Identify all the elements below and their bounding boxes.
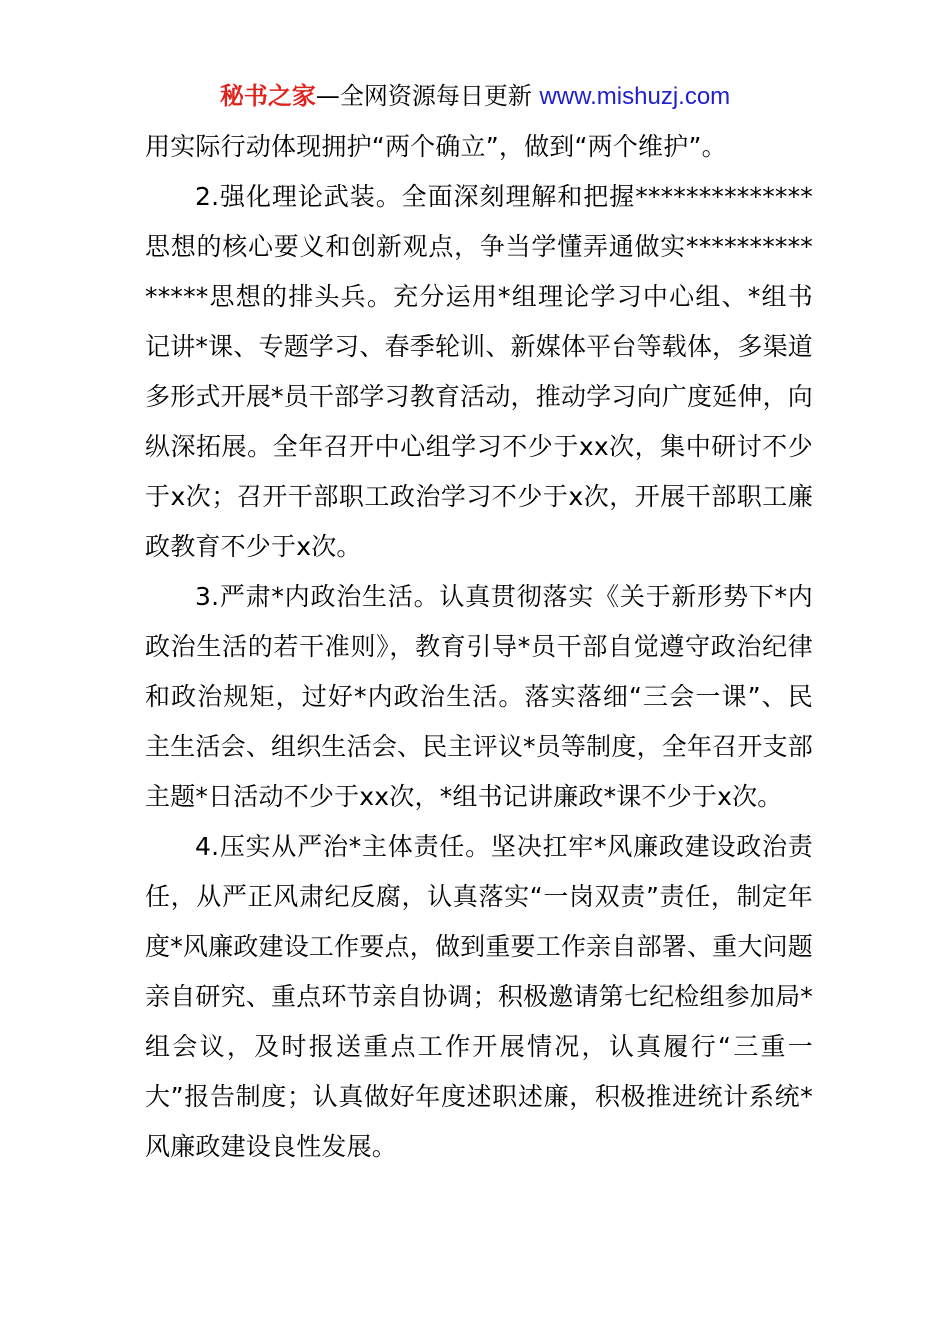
paragraph-responsibility: 4.压实从严治*主体责任。坚决扛牢*风廉政建设政治责任，从严正风肃纪反腐，认真落实“一岗双责”责任，制定年度*风廉政建设工作要点，做到重要工作亲自部署、重大问题亲自研究、重点环节亲自协调；积极邀请第七纪检组参加局*组会议，及时报送重点工作开展情况，认真履行“三重一大”报告制度；认真做好年度述职述廉，积极推进统计系统*风廉政建设良性发展。 (145, 832, 813, 1161)
paragraph-continuation: 用实际行动体现拥护“两个确立”，做到“两个维护”。 (145, 132, 727, 161)
header-tagline: —全网资源每日更新 (315, 82, 532, 110)
page-header (0, 80, 950, 113)
paragraph-political-life: 3.严肃*内政治生活。认真贯彻落实《关于新形势下*内政治生活的若干准则》，教育引导*员干部自觉遵守政治纪律和政治规矩，过好*内政治生活。落实落细“三会一课”、民主生活会、组织生活会、民主评议*员等制度，全年召开支部主题*日活动不少于xx次，*组书记讲廉政*课不少于x次。 (145, 582, 813, 811)
paragraph-theory-study: 2.强化理论武装。全面深刻理解和把握**************思想的核心要义和创新观点，争当学懂弄通做实***************思想的排头兵。充分运用*组理论学习中心组、*组书记讲*课、专题学习、春季轮训、新媒体平台等载体，多渠道多形式开展*员干部学习教育活动，推动学习向广度延伸，向纵深拓展。全年召开中心组学习不少于xx次，集中研讨不少于x次；召开干部职工政治学习不少于x次，开展干部职工廉政教育不少于x次。 (145, 182, 813, 561)
header-brand: 秘书之家 (219, 82, 316, 110)
document-body (145, 122, 813, 1172)
header-site-link[interactable]: www.mishuzj.com (539, 83, 731, 110)
